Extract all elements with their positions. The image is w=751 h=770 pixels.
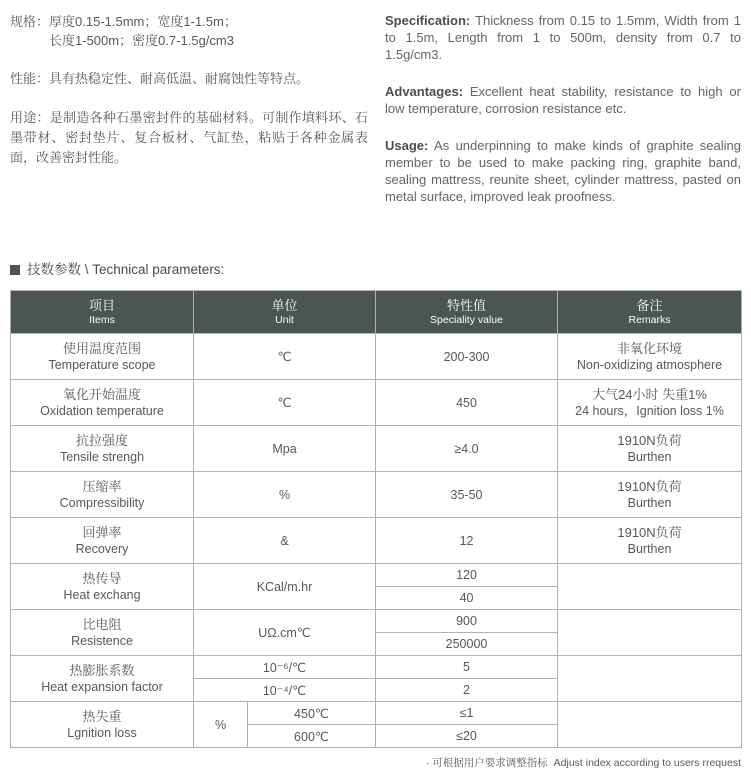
col-header-value-en: Speciality value [430,313,503,326]
usage-paragraph-cn: 用途：是制造各种石墨密封件的基础材料。可制作填料环、石墨带材、密封垫片、复合板材、气缸垫，粘贴于各种金属表面，改善密封性能。 [10,110,368,165]
condition-cell-1: 450℃ [248,702,376,725]
col-header-value-cn: 特性值 [447,297,487,313]
table-row-tensile-strength [11,426,742,472]
unit-cell: ℃ [194,334,376,380]
remark-cell-empty [558,564,742,610]
item-cn: 使用温度范围 [62,341,141,356]
item-en: Lgnition loss [67,726,137,740]
table-header-row [11,291,742,334]
value-cell-1: 900 [376,610,558,633]
table-row-resistance [11,610,742,633]
remark-en: Burthen [627,542,672,556]
value-cell: 450 [376,380,558,426]
col-header-items [11,291,194,334]
col-header-unit [194,291,376,334]
item-en: Heat exchang [63,588,141,602]
value-cell-1: 120 [376,564,558,587]
unit-cell: Mpa [194,426,376,472]
remark-cell [558,334,742,380]
technical-parameters-table [10,290,742,748]
col-header-remarks-en: Remarks [628,313,671,326]
section-heading [10,261,751,279]
intro-chinese-column [10,12,368,225]
item-cn: 比电阻 [82,617,122,632]
table-row-heat-exchange [11,564,742,587]
table-row-heat-expansion [11,656,742,679]
remark-cn: 非氧化环境 [617,341,683,356]
item-cell [11,380,194,426]
spec-label-en: Specification: [385,13,471,28]
remark-cn: 1910N负荷 [617,479,682,494]
item-cn: 热膨胀系数 [69,663,135,678]
table-row-ignition-loss [11,702,742,725]
unit-cell: % [194,472,376,518]
spec-line1-cn: 厚度0.15-1.5mm；宽度1-1.5m； [49,14,237,29]
col-header-value [376,291,558,334]
unit-cell-2: 10⁻⁴/℃ [194,679,376,702]
unit-cell-1: 10⁻⁶/℃ [194,656,376,679]
item-en: Heat expansion factor [41,680,163,694]
value-cell-1: ≤1 [376,702,558,725]
spec-text-en: Thickness from 0.15 to 1.5mm, Width from 1 to 1.5m, Length from 1 to 500m, density from 0.7 to 1.5g/cm3. [385,13,741,62]
value-cell-2: ≤20 [376,725,558,748]
col-header-unit-en: Unit [275,313,294,326]
intro-section [0,0,751,225]
remark-cell-empty [558,610,742,656]
remark-en: Burthen [627,450,672,464]
item-cell [11,656,194,702]
value-cell-2: 40 [376,587,558,610]
remark-cell [558,426,742,472]
spec-paragraph-en [385,12,741,63]
table-row-temperature-scope [11,334,742,380]
usage-paragraph-en [385,137,741,205]
unit-cell: KCal/m.hr [194,564,376,610]
intro-english-column [385,12,741,225]
unit-cell: UΩ.cm℃ [194,610,376,656]
advantages-text-en: Excellent heat stability, resistance to high or low temperature, corrosion resistance etc. [385,84,741,116]
item-en: Resistence [71,634,133,648]
value-cell: 12 [376,518,558,564]
value-cell-2: 2 [376,679,558,702]
item-cn: 回弹率 [82,525,122,540]
table-row-recovery [11,518,742,564]
col-header-remarks [558,291,742,334]
col-header-remarks-cn: 备注 [636,297,663,313]
item-en: Oxidation temperature [40,404,164,418]
item-cell [11,426,194,472]
item-cn: 氧化开始温度 [62,387,141,402]
col-header-items-cn: 项目 [88,297,115,313]
advantages-paragraph-en [385,83,741,117]
table-row-oxidation-temperature [11,380,742,426]
spec-lines-cn [49,12,237,50]
unit-cell: ℃ [194,380,376,426]
remark-cell [558,380,742,426]
spec-label-cn: 规格： [10,14,50,29]
remark-cell [558,518,742,564]
remark-en: Burthen [627,496,672,510]
remark-en: 24 hours，Ignition loss 1% [575,404,724,418]
remark-cell-empty [558,656,742,702]
remark-cell-empty [558,702,742,748]
value-cell-1: 5 [376,656,558,679]
section-heading-text: 技数参数 \ Technical parameters: [27,262,225,277]
spec-line2-cn: 长度1-500m；密度0.7-1.5g/cm3 [49,33,234,48]
usage-text-en: As underpinning to make kinds of graphite sealing member to be used to make packing ring, graphite band, sealing mattress, reunite sheet, cylinder mattress, pasted on metal surface, improved leak proofness. [385,138,742,204]
advantages-label-en: Advantages: [385,84,464,99]
item-cn: 压缩率 [82,479,122,494]
usage-label-en: Usage: [385,138,429,153]
footnote: · 可根据用户要求调整指标 Adjust index according to users rrequest [425,757,741,769]
value-cell: 200-300 [376,334,558,380]
remark-cn: 1910N负荷 [617,433,682,448]
value-cell: ≥4.0 [376,426,558,472]
item-cell [11,702,194,748]
item-cell [11,472,194,518]
spec-paragraph-cn [10,12,368,50]
item-en: Tensile strengh [59,450,145,464]
unit-cell: & [194,518,376,564]
col-header-items-en: Items [89,313,115,326]
item-cell [11,564,194,610]
remark-cell [558,472,742,518]
item-en: Temperature scope [48,358,156,372]
table-row-compressibility [11,472,742,518]
value-cell: 35-50 [376,472,558,518]
item-cell [11,334,194,380]
unit-cell: % [194,702,248,748]
item-cn: 抗拉强度 [75,433,128,448]
section-marker-icon [10,265,20,275]
value-cell-2: 250000 [376,633,558,656]
remark-cn: 大气24小时 失重1% [592,387,707,402]
item-cn: 热传导 [82,571,122,586]
item-cn: 热失重 [82,709,122,724]
remark-cn: 1910N负荷 [617,525,682,540]
condition-cell-2: 600℃ [248,725,376,748]
remark-en: Non-oxidizing atmosphere [576,358,723,372]
item-cell [11,518,194,564]
col-header-unit-cn: 单位 [271,297,298,313]
item-en: Recovery [75,542,129,556]
item-cell [11,610,194,656]
performance-paragraph-cn: 性能：具有热稳定性、耐高低温、耐腐蚀性等特点。 [10,71,310,86]
item-en: Compressibility [59,496,145,510]
